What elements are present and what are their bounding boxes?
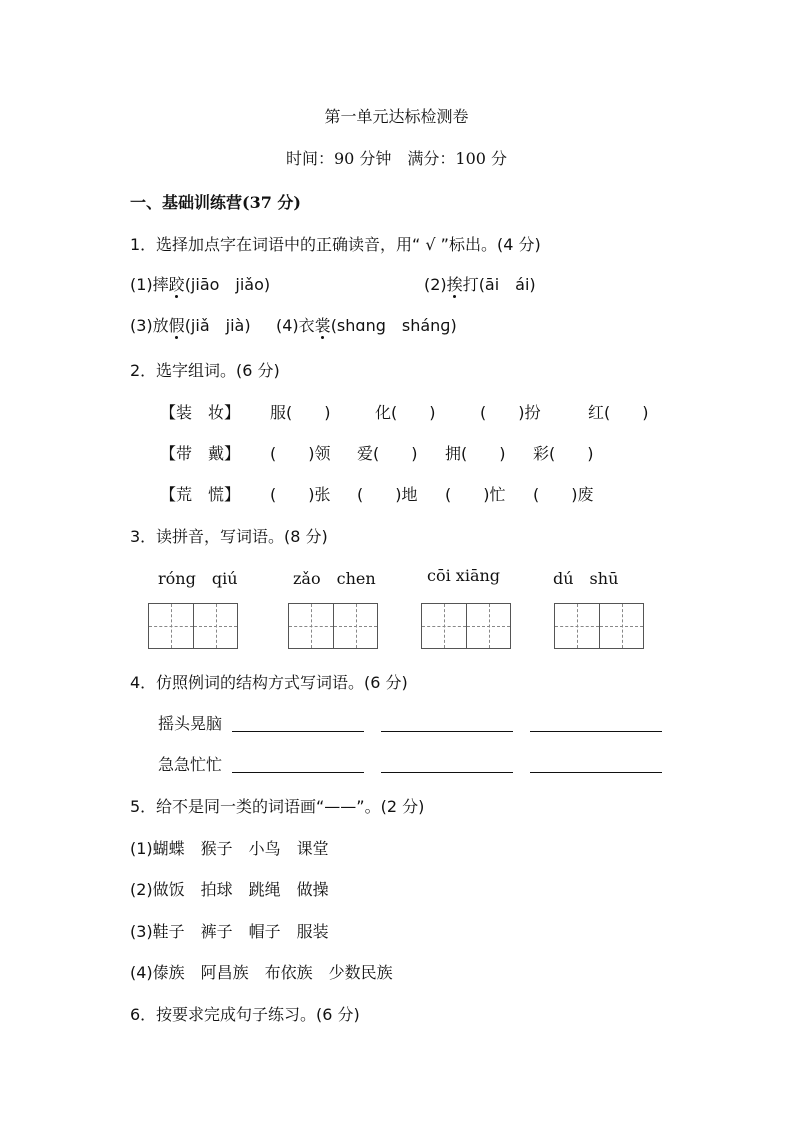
grid-cell[interactable] xyxy=(555,604,599,648)
dotted-char: 跤 xyxy=(168,275,185,294)
q4-row-1 xyxy=(158,711,222,734)
pinyin-options: (shɑng shánɡ) xyxy=(330,316,457,335)
answer-line[interactable] xyxy=(232,754,364,773)
section-heading: 一、基础训练营(37 分) xyxy=(130,193,301,212)
q1-item-3 xyxy=(130,313,251,336)
char-pair-tag: 【装 妆】 xyxy=(160,403,241,422)
dotted-char: 挨 xyxy=(446,275,463,294)
question-number: 2． xyxy=(130,361,157,380)
question-5 xyxy=(130,794,424,817)
question-text: 选择加点字在词语中的正确读音，用“ √ ”标出。(4 分) xyxy=(156,235,541,254)
example-word: 急急忙忙 xyxy=(158,755,223,774)
blank-item: ( )废 xyxy=(533,485,594,504)
grid-cell[interactable] xyxy=(422,604,466,648)
question-2 xyxy=(130,358,280,381)
blank-item: 拥( ) xyxy=(445,444,506,463)
pinyin-label: róng qiú xyxy=(158,569,238,588)
answer-line[interactable] xyxy=(530,713,662,732)
blank-item: 服( ) xyxy=(270,403,331,422)
answer-line[interactable] xyxy=(232,713,364,732)
q1-item-2 xyxy=(424,272,536,295)
blank-item: 化( ) xyxy=(375,403,436,422)
grid-cell[interactable] xyxy=(193,604,237,648)
question-number: 6． xyxy=(130,1005,157,1024)
grid-cell[interactable] xyxy=(289,604,333,648)
page-title: 第一单元达标检测卷 xyxy=(324,107,469,126)
q5-line: (2)做饭 拍球 跳绳 做操 xyxy=(130,880,329,899)
writing-grid[interactable] xyxy=(421,603,511,649)
blank-item: ( )张 xyxy=(270,485,331,504)
blank-item: ( )领 xyxy=(270,444,331,463)
grid-cell[interactable] xyxy=(599,604,643,648)
question-number: 5． xyxy=(130,797,157,816)
dotted-char: 裳 xyxy=(314,316,331,335)
grid-cell[interactable] xyxy=(149,604,193,648)
pinyin-options: (jiǎ jià) xyxy=(184,316,251,335)
question-text: 选字组词。(6 分) xyxy=(156,361,280,380)
grid-cell[interactable] xyxy=(466,604,510,648)
q2-row-2 xyxy=(160,441,594,464)
blank-item: ( )地 xyxy=(357,485,418,504)
question-3 xyxy=(130,524,328,547)
writing-grid[interactable] xyxy=(288,603,378,649)
item-prefix: (1)摔 xyxy=(130,275,169,294)
pinyin-options: (jiāo jiǎo) xyxy=(184,275,271,294)
q4-row-2 xyxy=(158,752,222,775)
pinyin-label: zǎo chen xyxy=(293,569,376,588)
blank-item: ( )忙 xyxy=(445,485,506,504)
blank-item: ( )扮 xyxy=(480,403,541,422)
question-number: 1． xyxy=(130,235,157,254)
pinyin-options: 打(āi ái) xyxy=(462,275,536,294)
dotted-char: 假 xyxy=(168,316,185,335)
char-pair-tag: 【带 戴】 xyxy=(160,444,241,463)
q5-line: (3)鞋子 裤子 帽子 服装 xyxy=(130,922,329,941)
blank-item: 彩( ) xyxy=(533,444,594,463)
question-text: 仿照例词的结构方式写词语。(6 分) xyxy=(156,673,408,692)
answer-line[interactable] xyxy=(381,754,513,773)
question-number: 4． xyxy=(130,673,157,692)
question-text: 给不是同一类的词语画“——”。(2 分) xyxy=(156,797,425,816)
question-6 xyxy=(130,1002,360,1025)
q5-line: (4)傣族 阿昌族 布依族 少数民族 xyxy=(130,963,393,982)
q2-row-1 xyxy=(160,400,649,423)
item-prefix: (4)衣 xyxy=(276,316,315,335)
writing-grid[interactable] xyxy=(148,603,238,649)
q1-item-1 xyxy=(130,272,270,295)
writing-grid[interactable] xyxy=(554,603,644,649)
question-text: 读拼音，写词语。(8 分) xyxy=(156,527,328,546)
grid-cell[interactable] xyxy=(333,604,377,648)
pinyin-label: cōi xiāng xyxy=(427,566,501,585)
q2-row-3 xyxy=(160,482,594,505)
question-1 xyxy=(130,232,541,255)
item-prefix: (3)放 xyxy=(130,316,169,335)
char-pair-tag: 【荒 慌】 xyxy=(160,485,241,504)
q5-line: (1)蝴蝶 猴子 小鸟 课堂 xyxy=(130,839,329,858)
exam-time-score: 时间：90 分钟 满分：100 分 xyxy=(285,149,508,168)
answer-line[interactable] xyxy=(530,754,662,773)
question-text: 按要求完成句子练习。(6 分) xyxy=(156,1005,360,1024)
blank-item: 红( ) xyxy=(588,403,649,422)
answer-line[interactable] xyxy=(381,713,513,732)
q1-item-4 xyxy=(276,313,457,336)
example-word: 摇头晃脑 xyxy=(158,714,223,733)
blank-item: 爱( ) xyxy=(357,444,418,463)
question-4 xyxy=(130,670,408,693)
pinyin-label: dú shū xyxy=(553,569,619,588)
question-number: 3． xyxy=(130,527,157,546)
item-prefix: (2) xyxy=(424,275,447,294)
